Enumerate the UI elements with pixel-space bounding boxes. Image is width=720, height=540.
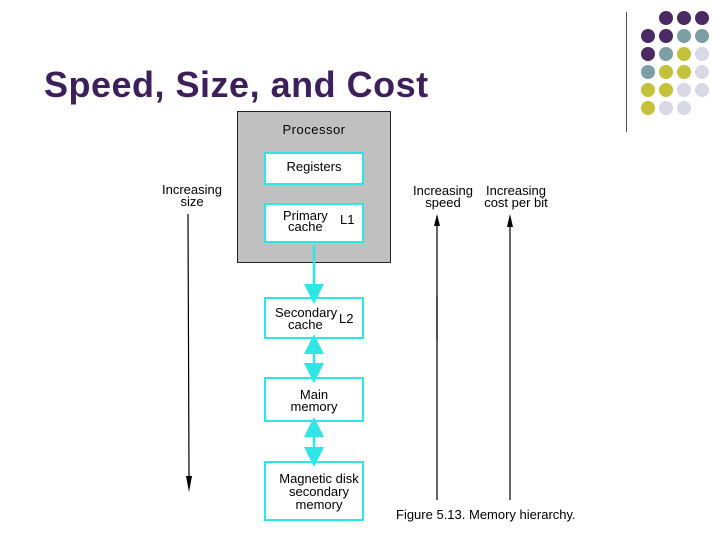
increasing-speed-label-2: speed: [425, 195, 461, 210]
increasing-cost-label-1: Increasing: [486, 183, 546, 198]
magnetic-disk-label-2: secondary: [289, 484, 349, 499]
secondary-cache-level: L2: [339, 311, 354, 326]
processor-label: Processor: [282, 122, 346, 137]
size-arrow-head: [186, 476, 192, 492]
increasing-size-label-2: size: [180, 194, 204, 209]
slide-title: Speed, Size, and Cost: [44, 64, 429, 105]
main-memory-label-2: memory: [290, 399, 338, 414]
magnetic-disk-label-1: Magnetic disk: [279, 471, 359, 486]
secondary-cache-label-2: cache: [288, 317, 323, 332]
speed-arrow-head: [434, 214, 440, 226]
secondary-cache-label-1: Secondary: [275, 305, 338, 320]
cost-arrow-head: [507, 214, 513, 227]
increasing-size-label-1: Increasing: [162, 182, 222, 197]
increasing-speed-label-1: Increasing: [413, 183, 473, 198]
primary-cache-label-2: cache: [288, 219, 323, 234]
main-memory-label-1: Main: [299, 387, 329, 402]
size-arrow-line: [188, 214, 189, 478]
primary-cache-level: L1: [340, 212, 355, 227]
magnetic-disk-label-3: memory: [295, 497, 343, 512]
figure-caption: Figure 5.13. Memory hierarchy.: [396, 507, 576, 522]
registers-label: Registers: [286, 159, 342, 174]
increasing-cost-label-2: cost per bit: [484, 195, 548, 210]
primary-cache-label-1: Primary: [283, 208, 328, 223]
